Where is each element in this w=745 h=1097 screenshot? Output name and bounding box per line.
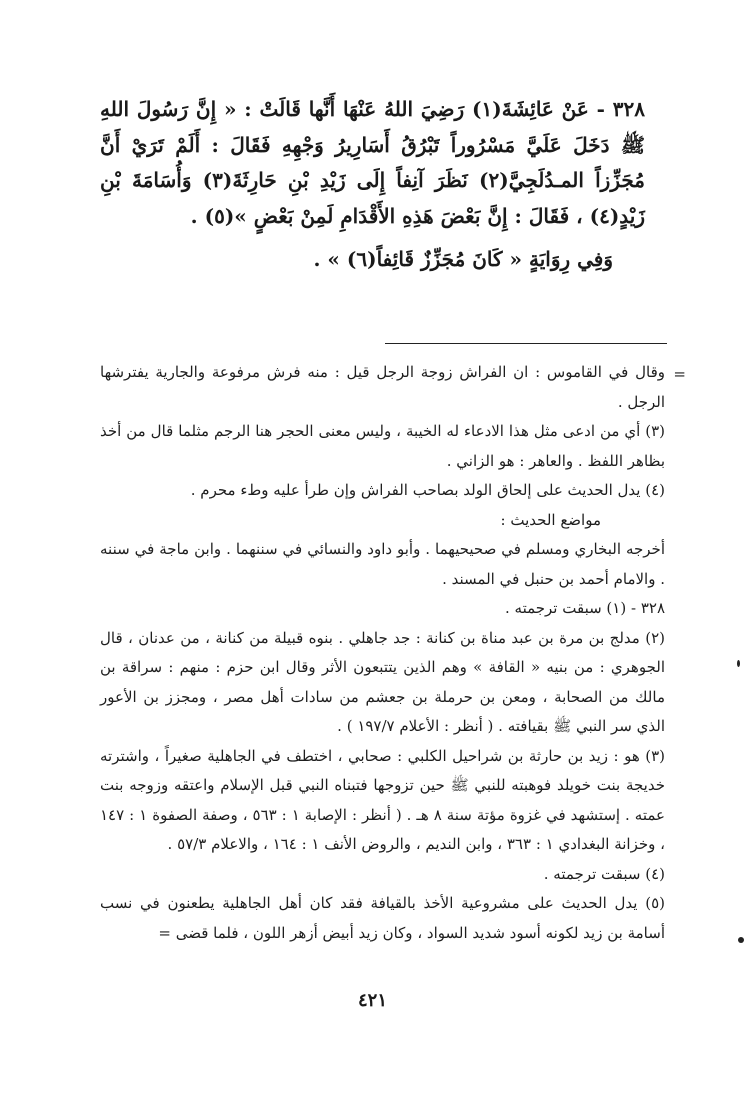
- footnotes-block: [100, 358, 686, 948]
- footnote-328-5: (٥) يدل الحديث على مشروعية الأخذ بالقيافة فقد كان أهل الجاهلية يطعنون في نسب أسامة بن زيد لكونه أسود شديد السواد ، وكان زيد أبيض أزهر اللون ، فلما قضى =: [100, 894, 665, 942]
- hadith-main-text: [100, 92, 645, 278]
- footnote-4: (٤) يدل الحديث على إلحاق الولد بصاحب الفراش وإن طرأ عليه وطء محرم .: [190, 481, 665, 499]
- footnote-divider: [385, 343, 667, 344]
- scan-speck: [738, 937, 744, 943]
- footnote-328-2: (٢) مدلج بن مرة بن عبد مناة بن كنانة : جد جاهلي . بنوه قبيلة من كنانة ، من عدنان ، قال الجوهري : من بنيه « القافة » وهم الذين يتتبعون الأثر وقال ابن حزم : منهم : سراقة بن مالك من الصحابة ، ومعن بن حرملة بن جعشم من سادات أهل مصر ، ومجزز بن الأعور الذي سر النبي ﷺ بقيافته . ( أنظر : الأعلام ١٩٧/٧ ) .: [100, 628, 665, 735]
- page-number: ٤٢١: [357, 990, 387, 1011]
- footnote-328-1: ٣٢٨ - (١) سبقت ترجمته .: [504, 599, 665, 617]
- footnote-qamus: وقال في القاموس : ان الفراش زوجة الرجل قيل : منه فرش مرفوعة والجارية يفترشها الرجل .: [100, 363, 665, 411]
- mawadi-heading: مواضع الحديث :: [500, 510, 601, 529]
- footnote-328-3: (٣) هو : زيد بن حارثة بن شراحيل الكلبي : صحابي ، اختطف في الجاهلية صغيراً ، واشترته خديجة بنت خويلد فوهبته للنبي ﷺ حين تزوجها فتبناه النبي قبل الإسلام واعتقه وزوجه بنت عمته . إستشهد في غزوة مؤتة سنة ٨ هـ . ( أنظر : الإصابة ١ : ٥٦٣ ، وصفة الصفوة ١ : ١٤٧ ، وخزانة البغدادي ١ : ٣٦٣ ، وابن النديم ، والروض الأنف ١ : ١٦٤ ، والاعلام ٥٧/٣ .: [100, 746, 665, 853]
- hadith-paragraph: ٣٢٨ - عَنْ عَائِشَةَ(١) رَضِيَ اللهُ عَنْهَا أَنَّها قَالَتْ : « إِنَّ رَسُولَ اللهِ ﷺ دَخَلَ عَلَيَّ مَسْرُوراً تَبْرُقُ أَسَارِيرُ وَجْهِهِ فَقَالَ : أَلَمْ تَرَيْ أَنَّ مُجَزِّزاً المـدُلَجِيَّ(٢) نَظَرَ آنِفاً إِلَى زَيْدِ بْنِ حَارِثَةَ(٣) وَأُسَامَةَ بْنِ زَيْدٍ(٤) ، فَقَالَ : إِنَّ بَعْضَ هَذِهِ الأَقْدَامِ لَمِنْ بَعْضٍ »(٥) .: [100, 97, 646, 228]
- footnote-328-4: (٤) سبقت ترجمته .: [543, 864, 665, 883]
- continuation-mark: =: [673, 365, 686, 383]
- riwaya-line: وَفِي رِوَايَةٍ « كَانَ مُجَزِّزٌ قَائِفاً(٦) » .: [313, 247, 613, 271]
- footnote-3: (٣) أي من ادعى مثل هذا الادعاء له الخيبة ، وليس معنى الحجر هنا الرجم مثلما قال من أخذ بظاهر اللفظ . والعاهر : هو الزاني .: [100, 422, 665, 470]
- scan-speck: [737, 660, 740, 667]
- mawadi-text: أخرجه البخاري ومسلم في صحيحيهما . وأبو داود والنسائي في سننهما . وابن ماجة في سننه . والامام أحمد بن حنبل في المسند .: [100, 540, 665, 588]
